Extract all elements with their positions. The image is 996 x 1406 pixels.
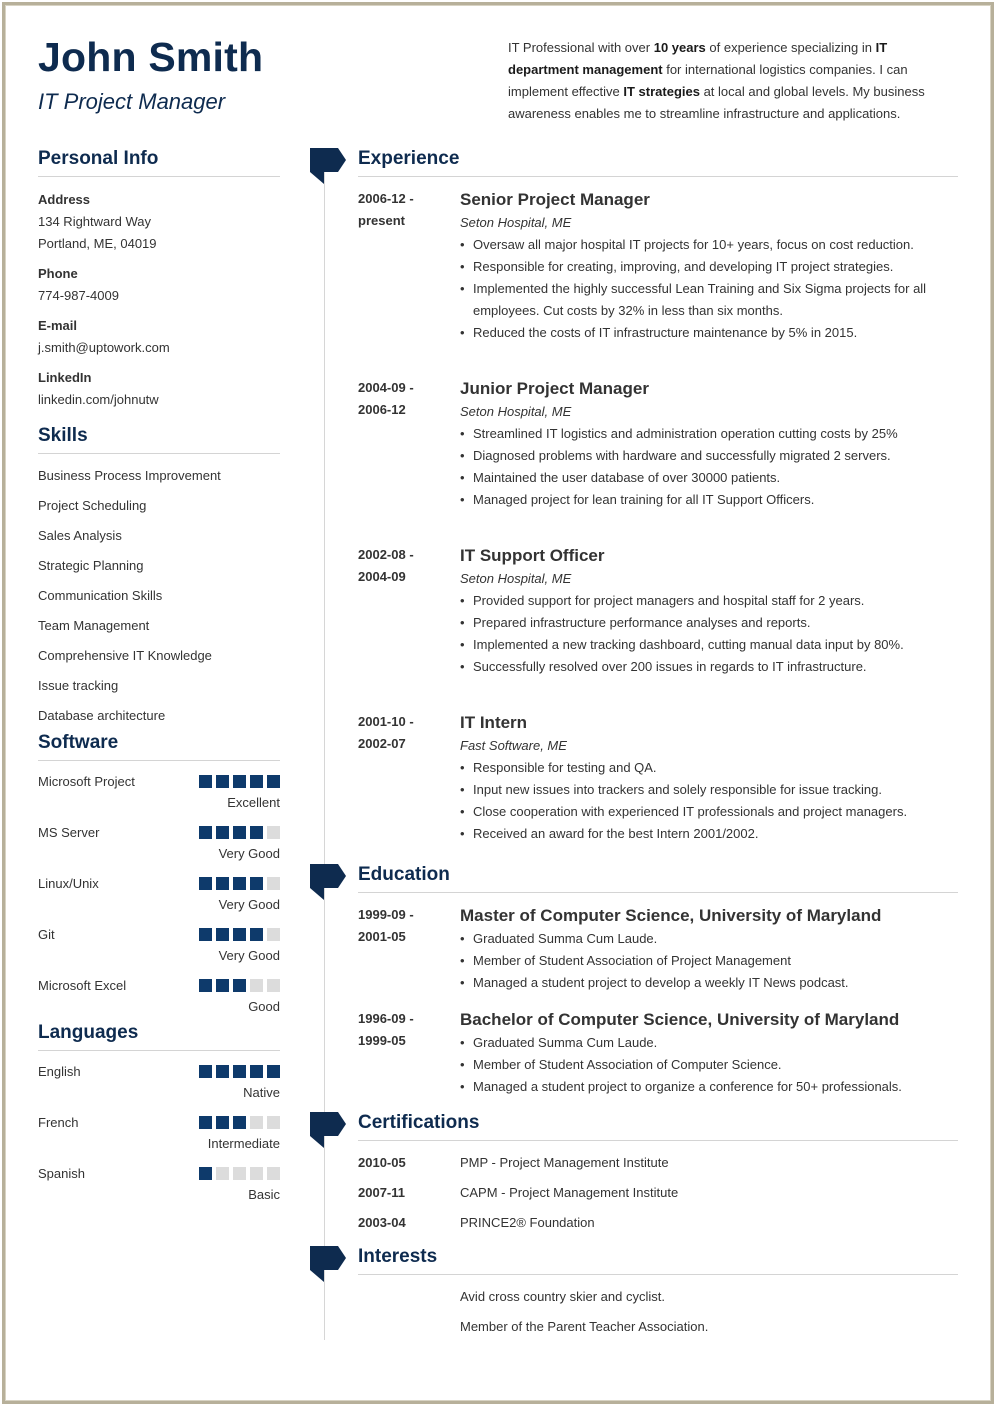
experience-body	[460, 188, 958, 344]
rating-dot-filled	[233, 775, 246, 788]
bullet-item: • Member of Student Association of Project Management	[460, 950, 958, 972]
rating-dot-filled	[199, 928, 212, 941]
job-position-title: IT Support Officer	[460, 546, 605, 565]
date-start: 2001-10 -	[358, 714, 414, 729]
certification-name: PMP - Project Management Institute	[460, 1155, 669, 1170]
address-label: Address	[38, 192, 91, 207]
rating-dot-empty	[250, 1167, 263, 1180]
certification-row	[358, 1155, 958, 1185]
languages-name: French	[38, 1115, 79, 1130]
email-block	[38, 315, 280, 359]
rating-dot-empty	[267, 928, 280, 941]
experience-entry	[358, 711, 958, 845]
software-item	[38, 875, 280, 926]
skill-item: Database architecture	[38, 708, 166, 723]
software-name: Microsoft Excel	[38, 978, 127, 993]
rating-dots	[199, 979, 280, 992]
languages-level-label: Basic	[248, 1187, 280, 1202]
bullet-item: • Member of Student Association of Computer Science.	[460, 1054, 958, 1076]
languages-level-label: Native	[243, 1085, 280, 1100]
experience-body	[460, 544, 958, 678]
education-date	[358, 1008, 438, 1052]
languages-list	[38, 1063, 280, 1216]
interests-heading: Interests	[358, 1246, 958, 1275]
software-name: MS Server	[38, 825, 100, 840]
software-item	[38, 977, 280, 1028]
rating-dot-filled	[233, 1065, 246, 1078]
software-name: Microsoft Project	[38, 774, 135, 789]
degree-title: Master of Computer Science, University of Maryland	[460, 906, 882, 925]
education-flag-icon	[310, 864, 346, 900]
software-level-label: Very Good	[218, 846, 280, 861]
email-value: j.smith@uptowork.com	[38, 340, 170, 355]
rating-dots	[199, 1167, 280, 1180]
date-start: 2006-12 -	[358, 191, 414, 206]
bullet-item: • Graduated Summa Cum Laude.	[460, 928, 958, 950]
employer-name: Seton Hospital, ME	[460, 571, 572, 586]
languages-item	[38, 1063, 280, 1114]
degree-title: Bachelor of Computer Science, University of Maryland	[460, 1010, 900, 1029]
rating-dot-filled	[199, 979, 212, 992]
experience-entry	[358, 188, 958, 344]
rating-dots	[199, 826, 280, 839]
bullet-item: • Input new issues into trackers and solely responsible for issue tracking.	[460, 779, 958, 801]
rating-dot-filled	[250, 1065, 263, 1078]
software-item	[38, 926, 280, 977]
rating-dot-filled	[199, 1065, 212, 1078]
rating-dot-empty	[267, 979, 280, 992]
rating-dots	[199, 1116, 280, 1129]
summary-segment: IT Professional with over	[508, 40, 654, 55]
bullet-item: • Oversaw all major hospital IT projects for 10+ years, focus on cost reduction.	[460, 234, 958, 256]
education-entry	[358, 1008, 958, 1098]
education-bullets	[460, 928, 958, 994]
experience-date	[358, 377, 438, 421]
certifications-section	[358, 1112, 958, 1245]
summary-segment: IT strategies	[623, 84, 700, 99]
certification-year: 2003-04	[358, 1215, 406, 1230]
experience-heading: Experience	[358, 148, 958, 177]
date-start: 2004-09 -	[358, 380, 414, 395]
rating-dot-filled	[233, 928, 246, 941]
bullet-item: • Managed a student project to develop a weekly IT News podcast.	[460, 972, 958, 994]
skill-item: Strategic Planning	[38, 558, 144, 573]
skill-item: Comprehensive IT Knowledge	[38, 648, 212, 663]
rating-dot-filled	[216, 928, 229, 941]
job-position-title: Junior Project Manager	[460, 379, 649, 398]
experience-bullets	[460, 423, 958, 511]
certifications-heading: Certifications	[358, 1112, 958, 1141]
certification-name: CAPM - Project Management Institute	[460, 1185, 679, 1200]
rating-dot-filled	[250, 826, 263, 839]
bullet-item: • Streamlined IT logistics and administration operation cutting costs by 25%	[460, 423, 958, 445]
experience-section	[358, 148, 958, 845]
rating-dot-filled	[216, 775, 229, 788]
address-line2: Portland, ME, 04019	[38, 236, 157, 251]
rating-dots	[199, 775, 280, 788]
software-item	[38, 773, 280, 824]
bullet-item: • Successfully resolved over 200 issues in regards to IT infrastructure.	[460, 656, 958, 678]
candidate-name: John Smith	[38, 34, 264, 80]
date-end: 1999-05	[358, 1033, 406, 1048]
bullet-item: • Reduced the costs of IT infrastructure maintenance by 5% in 2015.	[460, 322, 958, 344]
rating-dots	[199, 1065, 280, 1078]
experience-bullets	[460, 757, 958, 845]
rating-dot-empty	[250, 1116, 263, 1129]
rating-dot-filled	[216, 979, 229, 992]
date-start: 2002-08 -	[358, 547, 414, 562]
rating-dot-filled	[216, 826, 229, 839]
skill-item: Sales Analysis	[38, 528, 122, 543]
employer-name: Seton Hospital, ME	[460, 404, 572, 419]
bullet-item: • Received an award for the best Intern 2001/2002.	[460, 823, 958, 845]
certification-year: 2010-05	[358, 1155, 406, 1170]
rating-dot-filled	[233, 1116, 246, 1129]
personal-info-heading: Personal Info	[38, 148, 280, 177]
job-position-title: Senior Project Manager	[460, 190, 650, 209]
experience-date	[358, 544, 438, 588]
software-list	[38, 773, 280, 1028]
certifications-list	[358, 1155, 958, 1245]
rating-dot-filled	[199, 775, 212, 788]
date-end: present	[358, 213, 405, 228]
bullet-item: • Managed project for lean training for all IT Support Officers.	[460, 489, 958, 511]
software-level-label: Very Good	[218, 897, 280, 912]
software-name: Linux/Unix	[38, 876, 99, 891]
date-end: 2001-05	[358, 929, 406, 944]
rating-dot-empty	[267, 826, 280, 839]
certification-row	[358, 1185, 958, 1215]
phone-block	[38, 263, 280, 307]
rating-dots	[199, 877, 280, 890]
languages-name: Spanish	[38, 1166, 85, 1181]
bullet-item: • Close cooperation with experienced IT professionals and project managers.	[460, 801, 958, 823]
date-end: 2004-09	[358, 569, 406, 584]
rating-dot-filled	[199, 877, 212, 890]
bullet-item: • Diagnosed problems with hardware and successfully migrated 2 servers.	[460, 445, 958, 467]
rating-dot-filled	[233, 877, 246, 890]
rating-dot-filled	[267, 1065, 280, 1078]
bullet-item: • Implemented the highly successful Lean Training and Six Sigma projects for all employees. Cut costs by 32% in less than six months.	[460, 278, 958, 322]
left-column	[38, 148, 280, 1216]
education-heading: Education	[358, 864, 958, 893]
rating-dot-empty	[216, 1167, 229, 1180]
experience-bullets	[460, 590, 958, 678]
job-position-title: IT Intern	[460, 713, 528, 732]
skill-item: Business Process Improvement	[38, 468, 221, 483]
skill-item: Issue tracking	[38, 678, 119, 693]
summary-segment: 10 years	[653, 40, 706, 55]
bullet-item: • Prepared infrastructure performance analyses and reports.	[460, 612, 958, 634]
bullet-item: • Responsible for testing and QA.	[460, 757, 958, 779]
rating-dot-filled	[199, 1116, 212, 1129]
rating-dot-filled	[250, 877, 263, 890]
education-body	[460, 1008, 958, 1098]
education-section	[358, 864, 958, 1112]
software-level-label: Excellent	[227, 795, 280, 810]
experience-list	[358, 188, 958, 845]
education-list	[358, 904, 958, 1098]
rating-dot-filled	[233, 979, 246, 992]
experience-date	[358, 711, 438, 755]
bullet-item: • Maintained the user database of over 30000 patients.	[460, 467, 958, 489]
skills-heading: Skills	[38, 425, 280, 454]
rating-dot-empty	[267, 1167, 280, 1180]
rating-dot-filled	[199, 826, 212, 839]
rating-dot-filled	[216, 1065, 229, 1078]
software-level-label: Very Good	[218, 948, 280, 963]
languages-item	[38, 1114, 280, 1165]
software-item	[38, 824, 280, 875]
rating-dot-filled	[250, 775, 263, 788]
certification-year: 2007-11	[358, 1185, 405, 1200]
education-bullets	[460, 1032, 958, 1098]
education-body	[460, 904, 958, 994]
rating-dot-filled	[199, 1167, 212, 1180]
email-label: E-mail	[38, 318, 78, 333]
certifications-flag-icon	[310, 1112, 346, 1148]
experience-flag-icon	[310, 148, 346, 184]
interest-item: Avid cross country skier and cyclist.	[460, 1289, 665, 1304]
date-end: 2006-12	[358, 402, 406, 417]
education-entry	[358, 904, 958, 994]
rating-dot-filled	[233, 826, 246, 839]
software-level-label: Good	[248, 999, 280, 1014]
languages-item	[38, 1165, 280, 1216]
experience-entry	[358, 544, 958, 678]
skills-list	[38, 467, 280, 737]
employer-name: Seton Hospital, ME	[460, 215, 572, 230]
rating-dots	[199, 928, 280, 941]
rating-dot-empty	[250, 979, 263, 992]
address-line1: 134 Rightward Way	[38, 214, 151, 229]
date-start: 1999-09 -	[358, 907, 414, 922]
certification-row	[358, 1215, 958, 1245]
skill-item: Project Scheduling	[38, 498, 147, 513]
summary-segment: for international logistics companies. I can implement effective	[508, 62, 908, 99]
bullet-item: • Provided support for project managers and hospital staff for 2 years.	[460, 590, 958, 612]
languages-name: English	[38, 1064, 81, 1079]
summary-segment: at local and global levels. My business awareness enables me to streamline infrastructure and applications.	[508, 84, 925, 121]
experience-entry	[358, 377, 958, 511]
rating-dot-filled	[267, 775, 280, 788]
rating-dot-empty	[267, 877, 280, 890]
phone-label: Phone	[38, 266, 78, 281]
linkedin-block	[38, 367, 280, 411]
phone-value: 774-987-4009	[38, 288, 119, 303]
linkedin-label: LinkedIn	[38, 370, 92, 385]
profile-summary	[508, 37, 948, 125]
skill-item: Team Management	[38, 618, 150, 633]
date-end: 2002-07	[358, 736, 406, 751]
bullet-item: • Responsible for creating, improving, and developing IT project strategies.	[460, 256, 958, 278]
certification-name: PRINCE2® Foundation	[460, 1215, 595, 1230]
interest-item: Member of the Parent Teacher Association.	[460, 1319, 709, 1334]
languages-level-label: Intermediate	[207, 1136, 280, 1151]
employer-name: Fast Software, ME	[460, 738, 567, 753]
rating-dot-filled	[250, 928, 263, 941]
software-heading: Software	[38, 732, 280, 761]
bullet-item: • Implemented a new tracking dashboard, cutting manual data input by 80%.	[460, 634, 958, 656]
bullet-item: • Graduated Summa Cum Laude.	[460, 1032, 958, 1054]
timeline-line	[324, 160, 325, 1340]
rating-dot-filled	[216, 877, 229, 890]
job-title: IT Project Manager	[38, 89, 226, 114]
interests-flag-icon	[310, 1246, 346, 1282]
rating-dot-filled	[216, 1116, 229, 1129]
languages-heading: Languages	[38, 1022, 280, 1051]
experience-bullets	[460, 234, 958, 344]
interests-section	[358, 1246, 958, 1349]
summary-segment: IT department management	[508, 40, 888, 77]
skill-item: Communication Skills	[38, 588, 163, 603]
address-block	[38, 189, 280, 255]
software-name: Git	[38, 927, 55, 942]
linkedin-value: linkedin.com/johnutw	[38, 392, 159, 407]
rating-dot-empty	[267, 1116, 280, 1129]
date-start: 1996-09 -	[358, 1011, 414, 1026]
rating-dot-empty	[233, 1167, 246, 1180]
experience-body	[460, 377, 958, 511]
bullet-item: • Managed a student project to organize a conference for 50+ professionals.	[460, 1076, 958, 1098]
summary-segment: of experience specializing in	[705, 40, 876, 55]
interests-list	[358, 1289, 958, 1349]
education-date	[358, 904, 438, 948]
experience-body	[460, 711, 958, 845]
experience-date	[358, 188, 438, 232]
